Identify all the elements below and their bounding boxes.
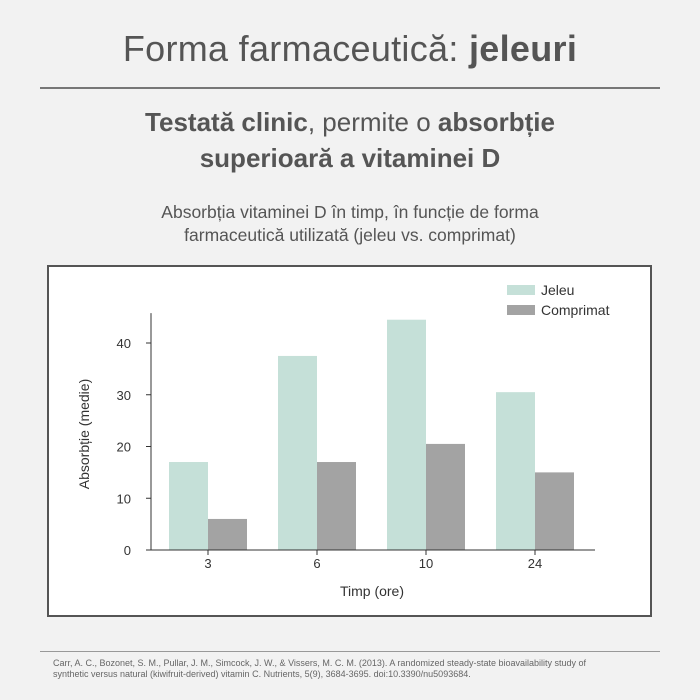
x-tick-label: 3: [204, 556, 212, 571]
x-ticks: [204, 550, 542, 571]
bar-jeleu-3: [169, 462, 208, 550]
bar-comprimat-6: [317, 462, 356, 550]
x-tick-label: 10: [418, 556, 434, 571]
bar-comprimat-24: [535, 472, 574, 550]
reference-line-2: synthetic versus natural (kiwifruit-derived) vitamin C. Nutrients, 5(9), 3684-3695. doi:10.3390/nu5093684.: [53, 669, 471, 679]
y-tick-label: 0: [123, 543, 131, 558]
subtitle-bold-1: Testată clinic: [145, 107, 308, 137]
x-tick-label: 24: [527, 556, 543, 571]
y-tick-label: 20: [116, 439, 131, 455]
bar-jeleu-24: [496, 392, 535, 550]
reference-divider: [40, 651, 660, 652]
x-tick-label: 6: [313, 556, 321, 571]
y-tick-label: 10: [116, 491, 131, 507]
reference-line-1: Carr, A. C., Bozonet, S. M., Pullar, J. M., Simcock, J. W., & Vissers, M. C. M. (2013). A randomized steady-state bioavailability study of: [53, 658, 587, 668]
subtitle-line-2: superioară a vitaminei D: [199, 143, 501, 173]
bar-comprimat-10: [426, 444, 465, 550]
subtitle-bold-2: absorbție: [437, 107, 555, 137]
legend-label-comprimat: Comprimat: [541, 302, 610, 318]
title-plain: Forma farmaceutică:: [122, 28, 469, 69]
subtitle-plain-1: , permite o: [307, 107, 438, 137]
y-tick-label: 30: [116, 387, 131, 403]
y-tick-label: 40: [116, 336, 131, 351]
bar-jeleu-6: [278, 356, 317, 550]
reference-text: [53, 658, 653, 680]
caption-line-2: farmaceutică utilizată (jeleu vs. comprimat): [184, 225, 516, 245]
legend-swatch-jeleu: [507, 285, 535, 295]
y-axis-label: Absorbție (medie): [76, 378, 92, 490]
legend-label-jeleu: Jeleu: [541, 282, 575, 298]
bar-comprimat-3: [208, 519, 247, 550]
title-bold: jeleuri: [468, 28, 578, 69]
x-axis-label: Timp (ore): [339, 583, 405, 599]
bars-group: [169, 320, 574, 550]
legend-swatch-comprimat: [507, 305, 535, 315]
y-ticks: [117, 336, 151, 558]
legend: [507, 282, 610, 318]
caption-line-1: Absorbția vitaminei D în timp, în funcție de forma: [161, 202, 539, 222]
bar-jeleu-10: [387, 320, 426, 550]
